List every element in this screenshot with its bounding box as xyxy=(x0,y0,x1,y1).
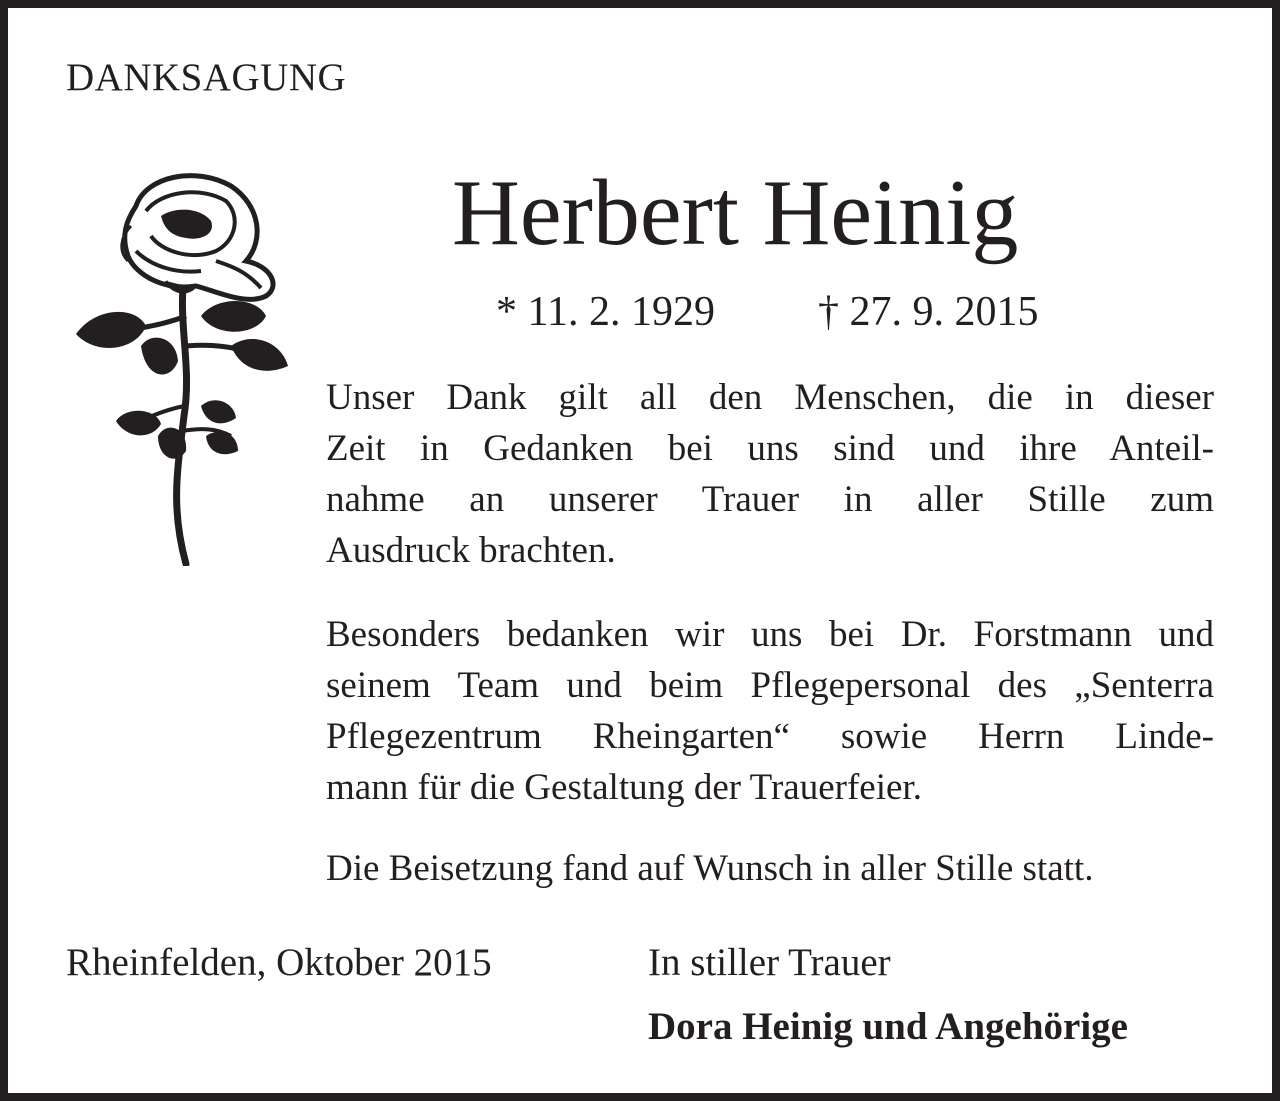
birth-date: * 11. 2. 1929 xyxy=(496,289,715,335)
text-line: Unser Dank gilt all den Menschen, die in dieser xyxy=(326,377,1214,418)
text-line: seinem Team und beim Pflegepersonal des „Senterra xyxy=(326,665,1214,706)
text-line: nahme an unserer Trauer in aller Stille zum xyxy=(326,479,1214,520)
text-line: Pflegezentrum Rheingarten“ sowie Herrn Linde- xyxy=(326,716,1214,757)
text-line: mann für die Gestaltung der Trauerfeier. xyxy=(326,767,922,808)
rose-icon xyxy=(66,166,296,566)
notice-heading: DANKSAGUNG xyxy=(66,56,347,99)
paragraph-thanks xyxy=(326,372,1214,576)
text-line: Zeit in Gedanken bei uns sind und ihre Anteil- xyxy=(326,428,1214,469)
mourning-line: In stiller Trauer xyxy=(648,941,891,984)
text-line: Besonders bedanken wir uns bei Dr. Forstmann und xyxy=(326,614,1214,655)
signers: Dora Heinig und Angehörige xyxy=(648,1005,1128,1048)
place-date: Rheinfelden, Oktober 2015 xyxy=(66,941,492,984)
deceased-name: Herbert Heinig xyxy=(452,161,1019,265)
paragraph-special-thanks xyxy=(326,609,1214,813)
text-line: Ausdruck brachten. xyxy=(326,530,616,571)
paragraph-burial xyxy=(326,843,1214,894)
death-date: † 27. 9. 2015 xyxy=(818,289,1039,335)
text-line: Die Beisetzung fand auf Wunsch in aller Stille statt. xyxy=(326,848,1094,889)
